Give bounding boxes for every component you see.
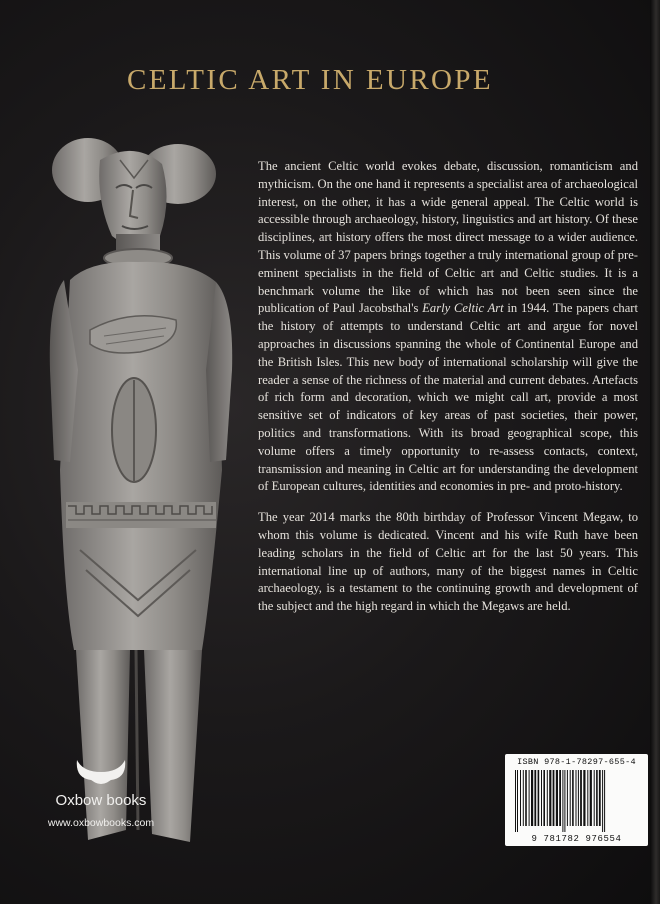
spine-edge: [650, 0, 660, 904]
celtic-statue-image: [30, 130, 290, 850]
barcode-bar: [594, 770, 595, 826]
barcode-bar: [590, 770, 592, 826]
barcode-bar: [564, 770, 565, 832]
isbn-barcode: [505, 754, 648, 846]
barcode-bar: [602, 770, 603, 832]
barcode-bar: [567, 770, 568, 826]
barcode-bar: [525, 770, 527, 826]
blurb-text: [258, 158, 638, 629]
barcode-bar: [576, 770, 577, 826]
barcode-bar: [529, 770, 530, 826]
blurb-paragraph-1-part-2: in 1944. The papers chart the history of attempts to understand Celtic art and argue for novel approaches in discussions spanning the whole of Continental Europe and the British Isles. This new body of international scholarship will give the reader a sense of the richness of the material and current debates. Artefacts of rich form and decoration, which we might call art, provide a most sensitive set of indicators of key areas of past societies, their power, politics and transformations. With its broad geographical scope, this volume offers a timely opportunity to re-assess contacts, context, transmission and meaning in Celtic art for understanding the development of European cultures, identities and economies in pre- and proto-history.: [258, 301, 639, 494]
ox-horns-icon: [73, 756, 129, 790]
barcode-bar: [534, 770, 536, 826]
barcode-bar: [562, 770, 563, 832]
barcode-bar: [572, 770, 574, 826]
publisher-block[interactable]: [36, 756, 166, 829]
barcode-bars: [513, 770, 643, 832]
publisher-url[interactable]: www.oxbowbooks.com: [47, 817, 155, 829]
barcode-bar: [517, 770, 518, 832]
barcode-bar: [523, 770, 524, 826]
barcode-bar: [549, 770, 551, 826]
cover-title: CELTIC ART IN EUROPE: [126, 64, 494, 96]
publisher-name: Oxbow books: [55, 792, 147, 809]
isbn-label: ISBN 978-1-78297-655-4: [517, 757, 636, 767]
barcode-bar: [515, 770, 516, 832]
barcode-bar: [556, 770, 558, 826]
blurb-paragraph-1-part-1: The ancient Celtic world evokes debate, discussion, romanticism and mythicism. On the one hand it represents a specialist area of archaeological interest, on the other, it has a wide general appeal. The Celtic world is accessible through archaeology, history, linguistics and art history. Of these disciplines, art history offers the most direct message to a wider audience. This volume of 37 papers brings together a truly international group of pre-eminent specialists in the field of Celtic art and Celtic studies. It is a benchmark volume the like of which has not been seen since the publication of Paul Jacobsthal's: [258, 159, 638, 316]
barcode-bar: [541, 770, 542, 826]
blurb-book-title-italic: Early Celtic Art: [422, 301, 504, 316]
barcode-bar: [578, 770, 579, 826]
barcode-bar: [547, 770, 548, 826]
barcode-bar: [587, 770, 588, 826]
barcode-bar: [599, 770, 601, 826]
barcode-bar: [520, 770, 521, 826]
barcode-bar: [559, 770, 561, 826]
barcode-bar: [580, 770, 582, 826]
blurb-paragraph-2: The year 2014 marks the 80th birthday of Professor Vincent Megaw, to whom this volume is dedicated. Vincent and his wife Ruth have been leading scholars in the field of Celtic art for the last 50 years. This international line up of authors, many of the biggest names in Celtic archaeology, is a testament to the continuing growth and development of the subject and the high regard in which the Megaws are held.: [258, 510, 638, 614]
barcode-bar: [570, 770, 571, 826]
barcode-bar: [553, 770, 555, 826]
barcode-bar: [531, 770, 533, 826]
barcode-bar: [538, 770, 540, 826]
blurb-paragraph-1: [258, 158, 638, 496]
barcode-bar: [604, 770, 605, 832]
barcode-bar: [583, 770, 585, 826]
barcode-bar: [596, 770, 598, 826]
ean-digits: 9 781782 976554: [531, 834, 622, 844]
barcode-bar: [543, 770, 545, 826]
